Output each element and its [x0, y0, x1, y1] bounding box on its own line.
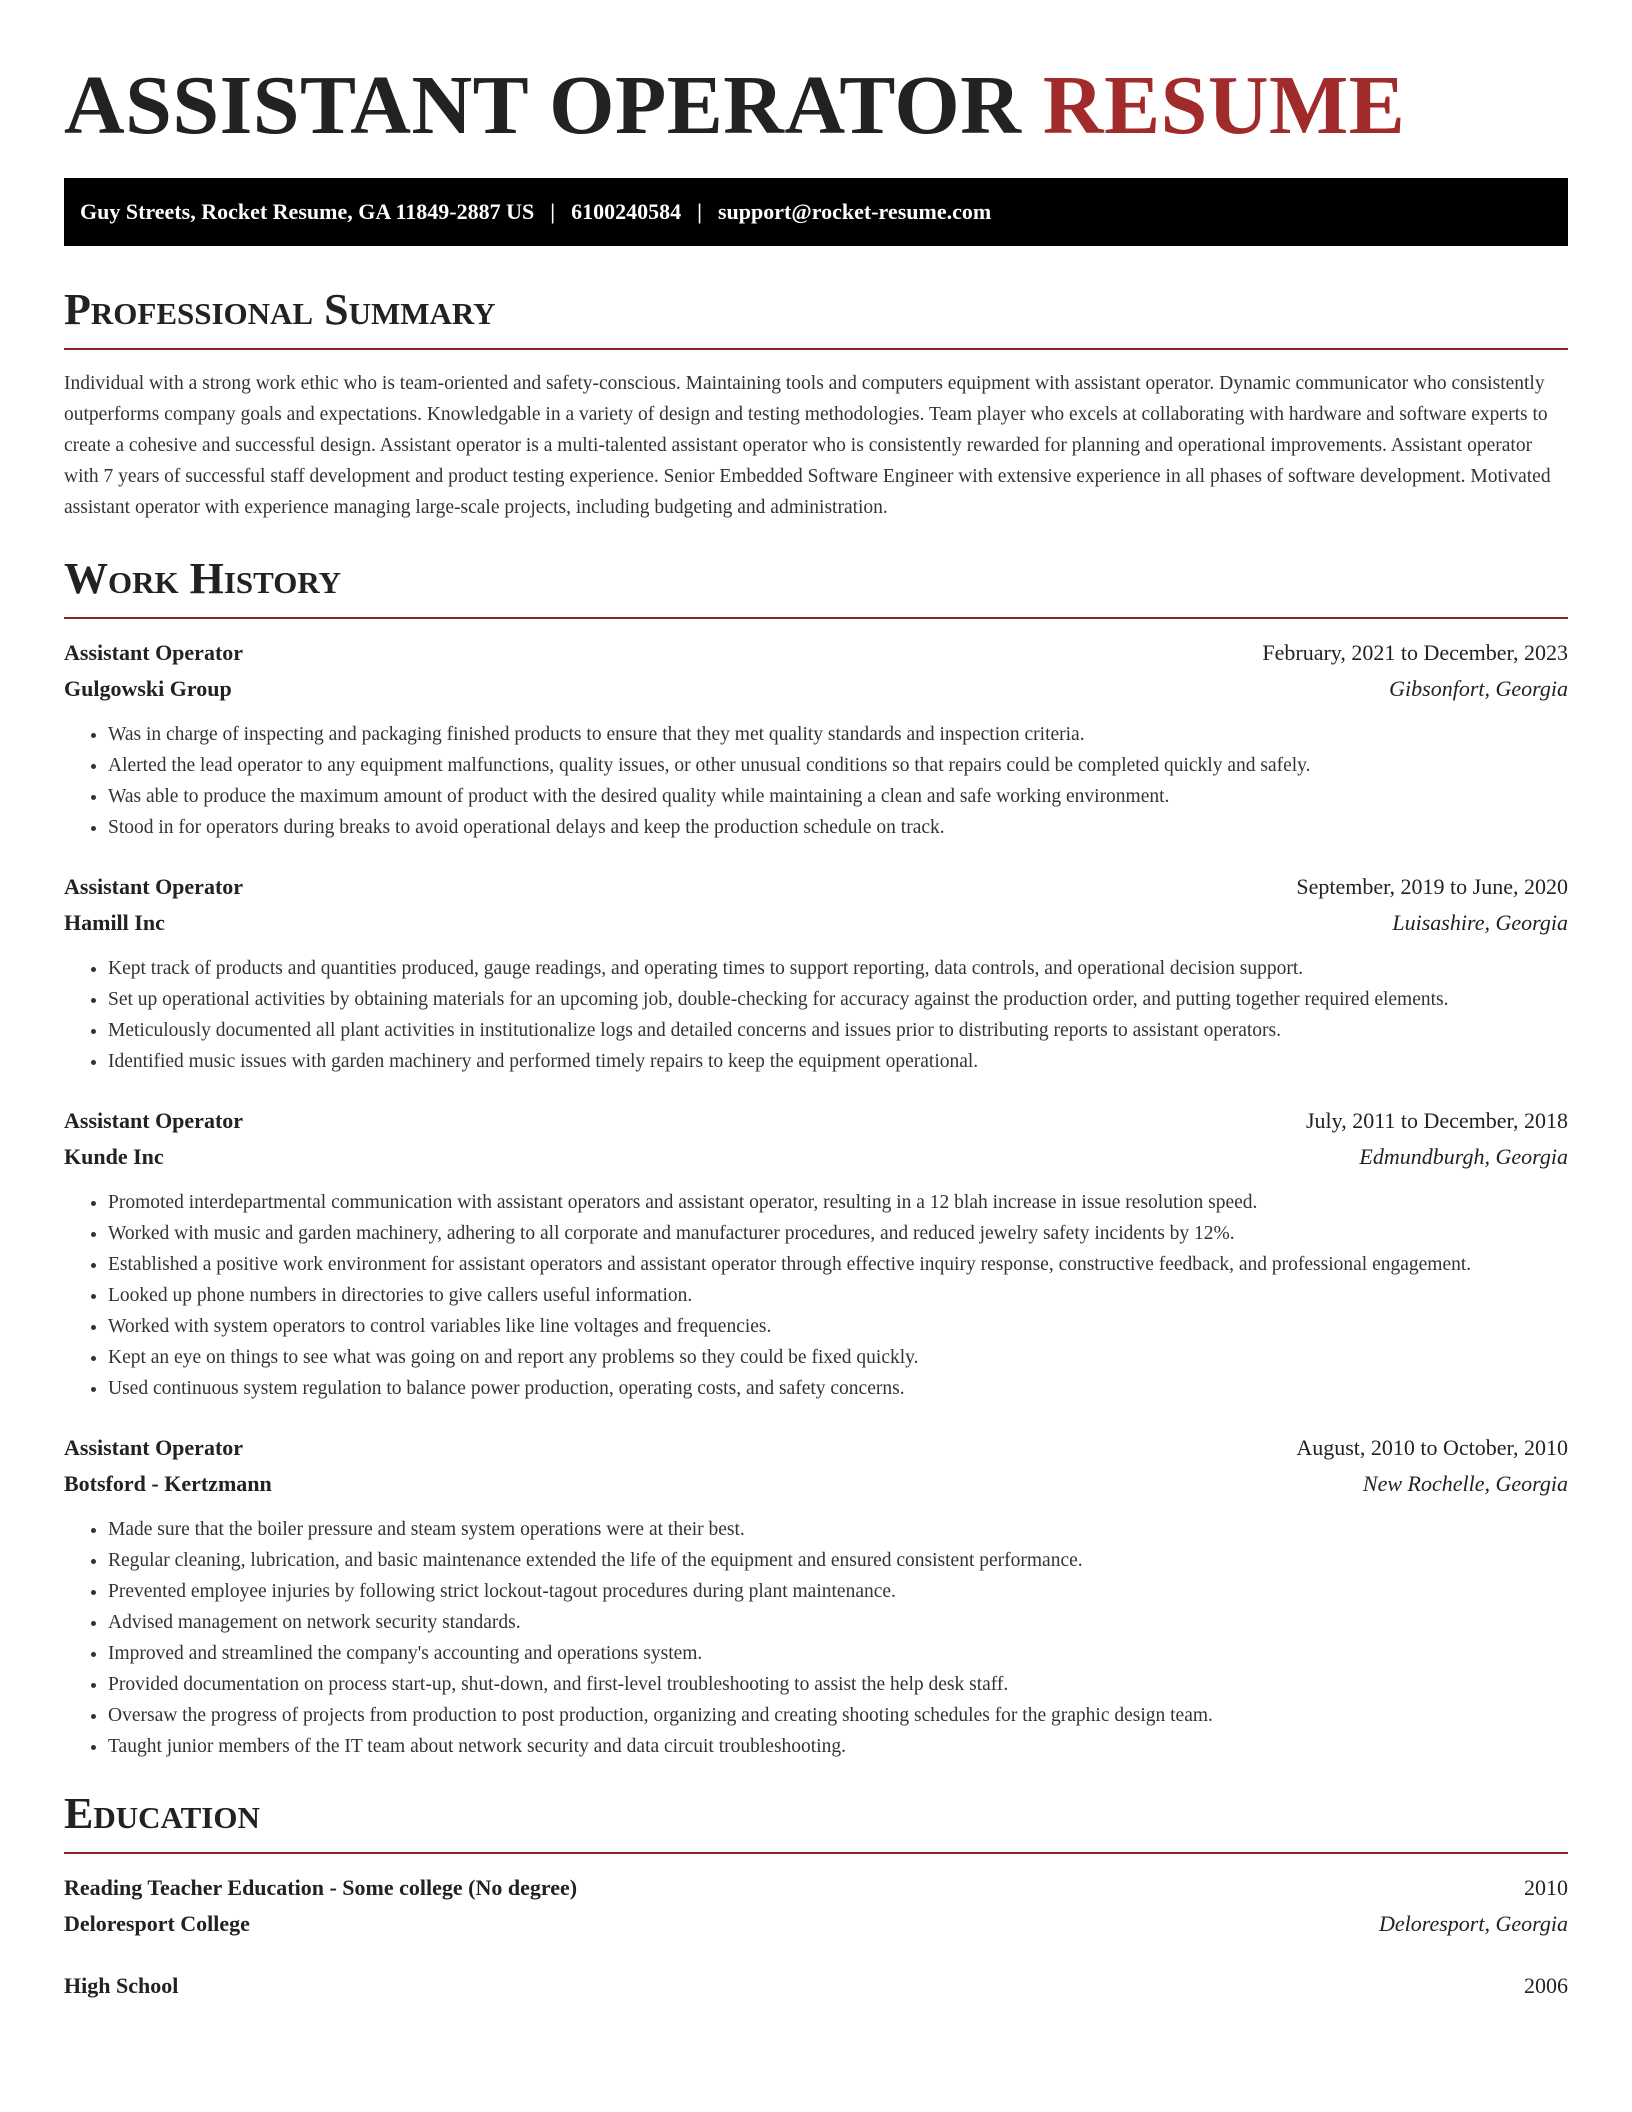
job-title: Assistant Operator	[64, 874, 244, 899]
job-bullet: • Established a positive work environment for assistant operators and assistant operator through effective inquiry response, constructive feedback, and professional engagement.	[108, 1249, 1568, 1280]
job-company: Hamill Inc	[64, 910, 165, 935]
education-school: Deloresport College	[64, 1911, 250, 1936]
job-dates: July, 2011 to December, 2018	[1305, 1108, 1568, 1133]
job-company: Kunde Inc	[64, 1144, 164, 1169]
job-header-row	[64, 1103, 1568, 1139]
job-company-row	[64, 1139, 1568, 1175]
job-company: Gulgowski Group	[64, 676, 232, 701]
job-entry	[64, 869, 1568, 1077]
job-bullet: • Used continuous system regulation to balance power production, operating costs, and safety concerns.	[108, 1373, 1568, 1404]
job-bullets	[64, 953, 1568, 1077]
job-title: Assistant Operator	[64, 640, 244, 665]
job-bullet: • Worked with system operators to control variables like line voltages and frequencies.	[108, 1311, 1568, 1342]
job-location: New Rochelle, Georgia	[1362, 1471, 1568, 1496]
title-main: ASSISTANT OPERATOR	[64, 59, 1022, 152]
job-bullets	[64, 719, 1568, 843]
job-bullet: • Regular cleaning, lubrication, and basic maintenance extended the life of the equipment and ensured consistent performance.	[108, 1545, 1568, 1576]
education-section	[64, 1788, 1568, 2004]
job-bullet: • Kept an eye on things to see what was going on and report any problems so they could be fixed quickly.	[108, 1342, 1568, 1373]
job-company: Botsford - Kertzmann	[64, 1471, 272, 1496]
section-divider	[64, 617, 1568, 619]
job-title: Assistant Operator	[64, 1108, 244, 1133]
job-bullets	[64, 1514, 1568, 1762]
title-accent: RESUME	[1042, 59, 1406, 152]
job-header-row	[64, 635, 1568, 671]
job-bullet: • Advised management on network security standards.	[108, 1607, 1568, 1638]
job-company-row	[64, 671, 1568, 707]
education-year: 2006	[1524, 1973, 1568, 1998]
job-title: Assistant Operator	[64, 1435, 244, 1460]
job-bullets	[64, 1187, 1568, 1404]
job-bullet: • Meticulously documented all plant activities in institutionalize logs and detailed concerns and issues prior to distributing reports to assistant operators.	[108, 1015, 1568, 1046]
job-bullet: • Improved and streamlined the company's accounting and operations system.	[108, 1638, 1568, 1669]
education-entry	[64, 1870, 1568, 1942]
job-entry	[64, 1430, 1568, 1762]
work-section	[64, 553, 1568, 1762]
contact-bar	[64, 178, 1568, 246]
job-bullet: • Stood in for operators during breaks to avoid operational delays and keep the production schedule on track.	[108, 812, 1568, 843]
section-heading-education: Education	[64, 1789, 260, 1838]
job-bullet: • Promoted interdepartmental communication with assistant operators and assistant operator, resulting in a 12 blah increase in issue resolution speed.	[108, 1187, 1568, 1218]
education-year: 2010	[1524, 1875, 1568, 1900]
job-bullet: • Worked with music and garden machinery, adhering to all corporate and manufacturer procedures, and reduced jewelry safety incidents by 12%.	[108, 1218, 1568, 1249]
job-bullet: • Kept track of products and quantities produced, gauge readings, and operating times to support reporting, data controls, and operational decision support.	[108, 953, 1568, 984]
job-entry	[64, 635, 1568, 843]
section-divider	[64, 348, 1568, 350]
contact-email[interactable]: support@rocket-resume.com	[717, 199, 992, 224]
job-bullet: • Alerted the lead operator to any equipment malfunctions, quality issues, or other unusual conditions so that repairs could be completed quickly and safely.	[108, 750, 1568, 781]
job-bullet: • Set up operational activities by obtaining materials for an upcoming job, double-checking for accuracy against the production order, and putting together required elements.	[108, 984, 1568, 1015]
education-location: Deloresport, Georgia	[1378, 1911, 1568, 1936]
summary-text: Individual with a strong work ethic who is team-oriented and safety-conscious. Maintaining tools and computers equipment with assistant operator. Dynamic communicator who consistently outperforms company goals and expectations. Knowledgable in a variety of design and testing methodologies. Team player who excels at collaborating with hardware and software experts to create a cohesive and successful design. Assistant operator is a multi-talented assistant operator who is consistently rewarded for planning and operational improvements. Assistant operator with 7 years of successful staff development and product testing experience. Senior Embedded Software Engineer with extensive experience in all phases of software development. Motivated assistant operator with experience managing large-scale projects, including budgeting and administration.	[64, 373, 1551, 518]
section-heading-work: Work History	[64, 554, 342, 603]
job-bullet: • Was able to produce the maximum amount of product with the desired quality while maintaining a clean and safe working environment.	[108, 781, 1568, 812]
job-bullet: • Identified music issues with garden machinery and performed timely repairs to keep the equipment operational.	[108, 1046, 1568, 1077]
education-entry	[64, 1968, 1568, 2004]
job-dates: February, 2021 to December, 2023	[1262, 640, 1568, 665]
job-header-row	[64, 869, 1568, 905]
job-bullet: • Oversaw the progress of projects from production to post production, organizing and creating shooting schedules for the graphic design team.	[108, 1700, 1568, 1731]
job-bullet: • Taught junior members of the IT team about network security and data circuit troubleshooting.	[108, 1731, 1568, 1762]
education-school-row	[64, 1906, 1568, 1942]
contact-separator: |	[550, 199, 556, 224]
education-header-row	[64, 1870, 1568, 1906]
job-company-row	[64, 905, 1568, 941]
contact-phone[interactable]: 6100240584	[571, 199, 682, 224]
summary-section	[64, 284, 1568, 523]
job-header-row	[64, 1430, 1568, 1466]
job-company-row	[64, 1466, 1568, 1502]
job-location: Luisashire, Georgia	[1392, 910, 1568, 935]
job-bullet: • Prevented employee injuries by following strict lockout-tagout procedures during plant maintenance.	[108, 1576, 1568, 1607]
section-heading-summary: Professional Summary	[64, 285, 496, 334]
job-location: Gibsonfort, Georgia	[1389, 676, 1568, 701]
job-bullet: • Provided documentation on process start-up, shut-down, and first-level troubleshooting to assist the help desk staff.	[108, 1669, 1568, 1700]
job-dates: August, 2010 to October, 2010	[1296, 1435, 1568, 1460]
contact-address: Guy Streets, Rocket Resume, GA 11849-2887 US	[80, 199, 535, 224]
education-degree: Reading Teacher Education - Some college (No degree)	[64, 1875, 578, 1900]
resume-title	[64, 0, 1568, 152]
education-degree: High School	[64, 1973, 179, 1998]
job-location: Edmundburgh, Georgia	[1359, 1144, 1568, 1169]
job-entry	[64, 1103, 1568, 1404]
contact-separator: |	[697, 199, 702, 224]
job-dates: September, 2019 to June, 2020	[1296, 874, 1568, 899]
job-bullet: • Was in charge of inspecting and packaging finished products to ensure that they met quality standards and inspection criteria.	[108, 719, 1568, 750]
job-bullet: • Looked up phone numbers in directories to give callers useful information.	[108, 1280, 1568, 1311]
section-divider	[64, 1852, 1568, 1854]
education-header-row	[64, 1968, 1568, 2004]
job-bullet: • Made sure that the boiler pressure and steam system operations were at their best.	[108, 1514, 1568, 1545]
